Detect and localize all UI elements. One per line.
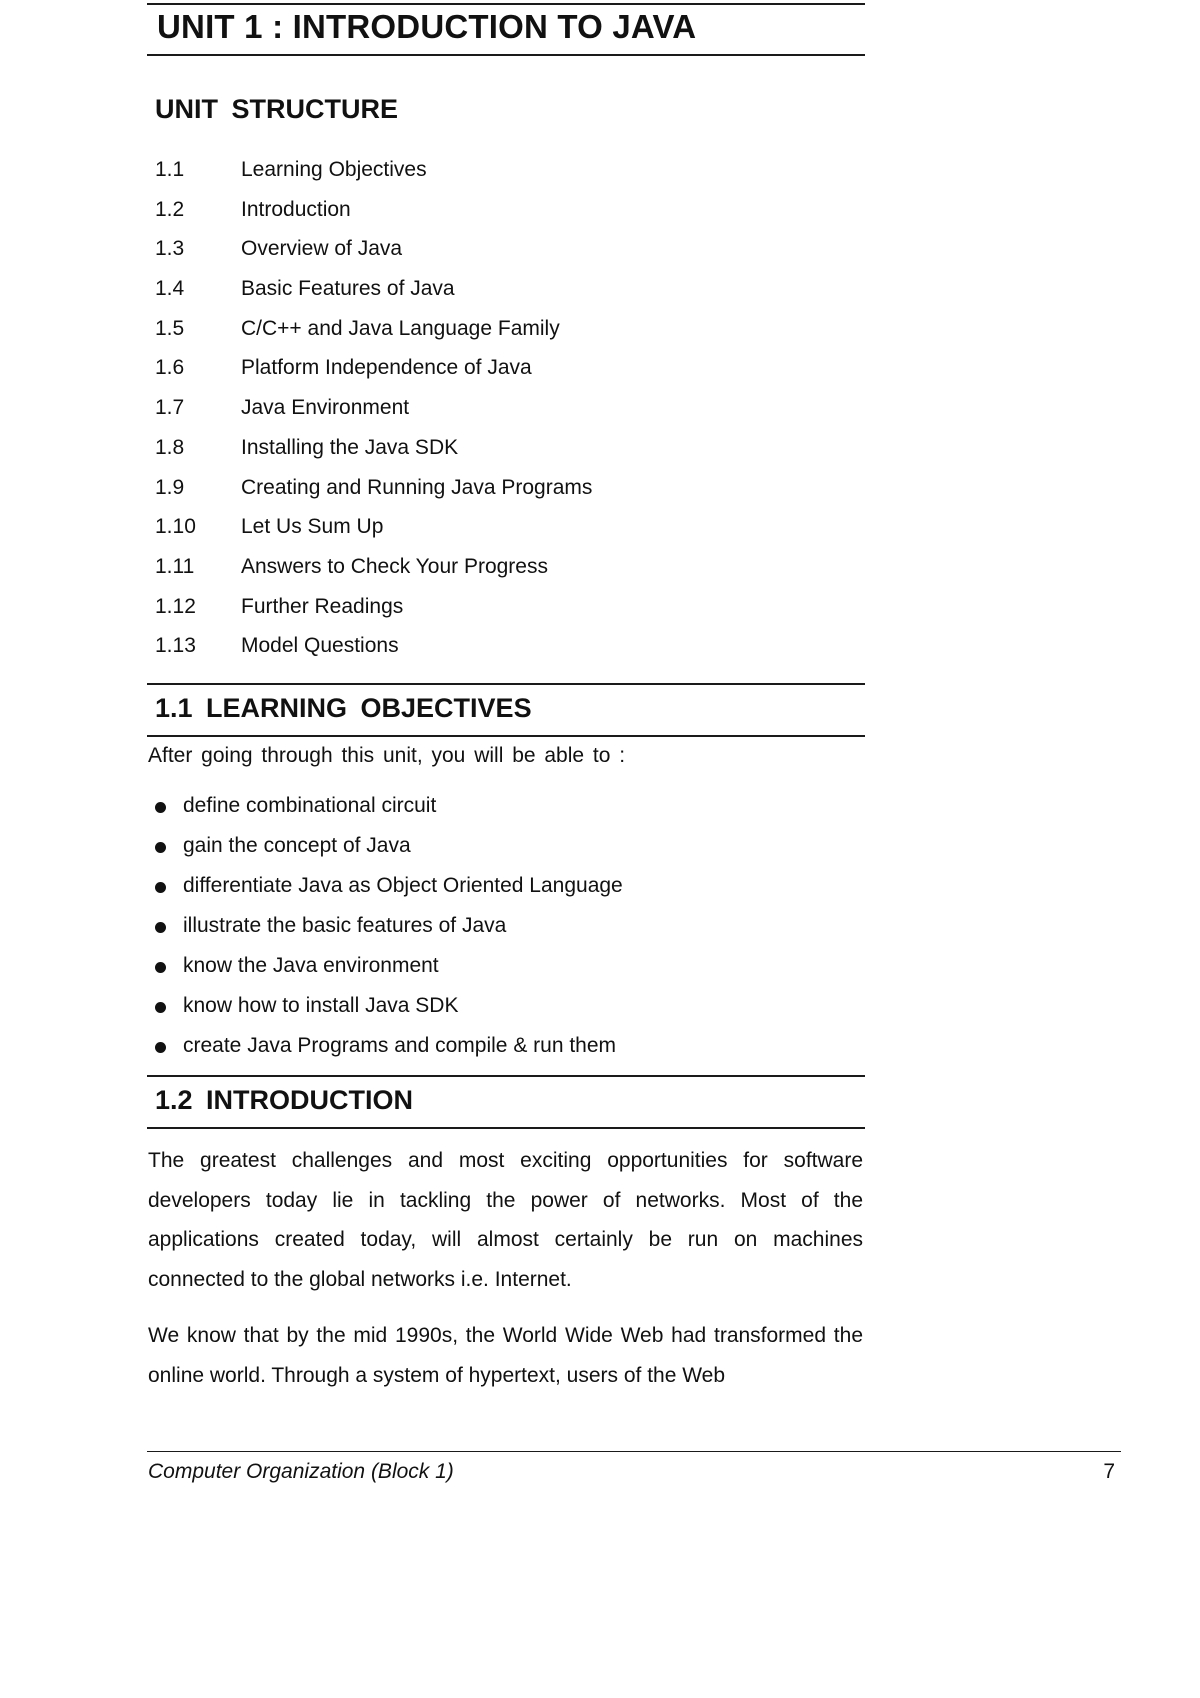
objective-item	[155, 834, 623, 874]
page-number: 7	[1103, 1460, 1115, 1483]
toc-item	[155, 198, 592, 238]
footer-rule	[147, 1451, 1121, 1452]
toc-item	[155, 634, 592, 674]
objective-text: illustrate the basic features of Java	[183, 914, 507, 937]
bullet-icon	[155, 882, 166, 893]
toc-item-number: 1.8	[155, 435, 185, 459]
bullet-icon	[155, 1042, 166, 1053]
toc-item-number: 1.1	[155, 158, 185, 181]
bullet-icon	[155, 1002, 166, 1013]
objective-item	[155, 914, 623, 954]
bullet-icon	[155, 962, 166, 973]
toc-item-label: Overview of Java	[241, 237, 403, 261]
objective-item	[155, 954, 623, 994]
toc-item-label: Model Questions	[241, 634, 399, 658]
toc-item-number: 1.4	[155, 277, 185, 301]
toc-item	[155, 396, 592, 436]
objectives-intro: After going through this unit, you will be able to :	[148, 744, 626, 767]
objectives-bottom-rule	[147, 735, 865, 737]
toc-item	[155, 356, 592, 396]
objective-text: know the Java environment	[183, 954, 439, 977]
objective-text: define combinational circuit	[183, 794, 437, 817]
toc-item-label: Answers to Check Your Progress	[241, 554, 548, 578]
toc-item	[155, 595, 592, 635]
toc-item-number: 1.2	[155, 197, 185, 221]
toc-item-label: Introduction	[241, 197, 351, 221]
toc-item	[155, 237, 592, 277]
toc-item-number: 1.6	[155, 356, 185, 380]
objective-text: create Java Programs and compile & run them	[183, 1034, 617, 1057]
toc-item	[155, 158, 592, 198]
toc-item-number: 1.3	[155, 237, 185, 261]
toc-item-label: Basic Features of Java	[241, 277, 455, 301]
toc-item-label: Further Readings	[241, 594, 404, 618]
toc-item-number: 1.9	[155, 475, 185, 499]
toc-item-label: Learning Objectives	[241, 158, 427, 181]
toc-item-number: 1.11	[155, 554, 195, 578]
footer-title: Computer Organization (Block 1)	[148, 1460, 454, 1483]
bullet-icon	[155, 922, 166, 933]
toc-item-label: Installing the Java SDK	[241, 435, 459, 459]
toc-item	[155, 555, 592, 595]
toc-item-label: Creating and Running Java Programs	[241, 475, 593, 499]
toc-item	[155, 436, 592, 476]
objective-text: know how to install Java SDK	[183, 994, 459, 1017]
toc-item	[155, 277, 592, 317]
objectives-heading: 1.1 LEARNING OBJECTIVES	[155, 693, 532, 723]
unit-structure-heading: UNIT STRUCTURE	[155, 94, 398, 124]
bullet-icon	[155, 842, 166, 853]
introduction-paragraph: We know that by the mid 1990s, the World Wide Web had transformed the online world. Through a system of hypertext, users of the Web	[148, 1324, 863, 1387]
toc-item-label: Java Environment	[241, 396, 410, 420]
toc-item-number: 1.5	[155, 316, 185, 340]
toc-item-number: 1.10	[155, 515, 196, 539]
toc-item-label: Platform Independence of Java	[241, 356, 532, 380]
unit-structure-list	[155, 158, 592, 674]
bullet-icon	[155, 802, 166, 813]
unit-title: UNIT 1 : INTRODUCTION TO JAVA	[157, 8, 697, 45]
objective-item	[155, 994, 623, 1034]
toc-item-number: 1.7	[155, 396, 185, 420]
objective-item	[155, 794, 623, 834]
title-top-rule	[147, 3, 865, 5]
objective-text: differentiate Java as Object Oriented Language	[183, 874, 623, 897]
introduction-top-rule	[147, 1075, 865, 1077]
toc-item-number: 1.12	[155, 594, 196, 618]
toc-item-label: Let Us Sum Up	[241, 515, 384, 539]
introduction-heading: 1.2 INTRODUCTION	[155, 1085, 414, 1115]
objective-item	[155, 874, 623, 914]
toc-item-number: 1.13	[155, 634, 196, 658]
objective-item	[155, 1034, 623, 1074]
introduction-paragraph: The greatest challenges and most exciting opportunities for software developers today lie in tackling the power of networks. Most of the applications created today, will almost certainly be run on machines connected to the global networks i.e. Internet.	[148, 1149, 863, 1291]
objectives-list	[155, 794, 623, 1074]
toc-item	[155, 515, 592, 555]
toc-item	[155, 317, 592, 357]
introduction-bottom-rule	[147, 1127, 865, 1129]
title-bottom-rule	[147, 54, 865, 56]
toc-item	[155, 476, 592, 516]
objectives-top-rule	[147, 683, 865, 685]
objective-text: gain the concept of Java	[183, 834, 411, 857]
toc-item-label: C/C++ and Java Language Family	[241, 316, 560, 340]
